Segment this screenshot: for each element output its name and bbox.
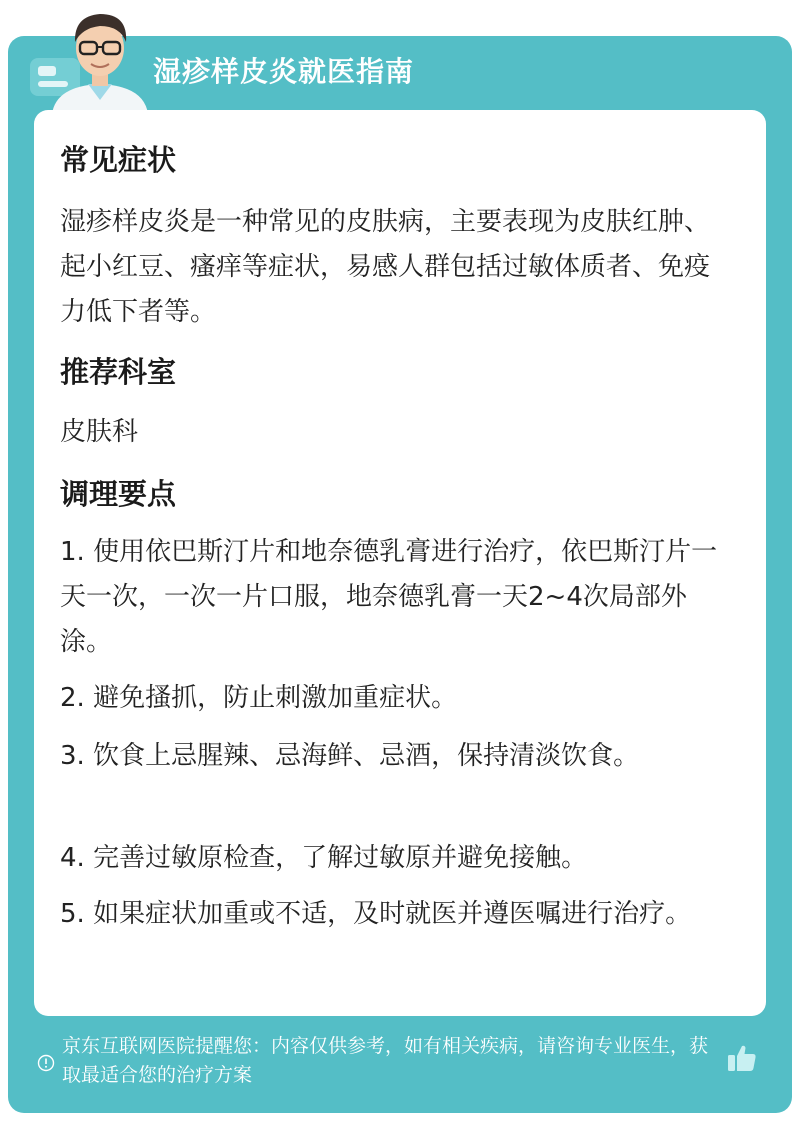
care-item: 5. 如果症状加重或不适，及时就医并遵医嘱进行治疗。 — [60, 899, 692, 929]
disclaimer-text: 京东互联网医院提醒您：内容仅供参考，如有相关疾病，请咨询专业医生，获取最适合您的治疗方案 — [62, 1035, 709, 1086]
care-item: 4. 完善过敏原检查，了解过敏原并避免接触。 — [60, 843, 588, 873]
page-title: 湿疹样皮炎就医指南 — [153, 55, 415, 88]
section-heading-care: 调理要点 — [60, 477, 177, 511]
care-item: 3. 饮食上忌腥辣、忌海鲜、忌酒，保持清淡饮食。 — [60, 741, 640, 771]
section-heading-department: 推荐科室 — [60, 355, 177, 389]
care-item: 1. 使用依巴斯汀片和地奈德乳膏进行治疗，依巴斯汀片一天一次，一次一片口服，地奈德乳膏一天2~4次局部外涂。 — [60, 537, 718, 657]
thumbs-up-icon[interactable] — [726, 1042, 758, 1074]
info-icon — [37, 1054, 55, 1072]
symptoms-text: 湿疹样皮炎是一种常见的皮肤病，主要表现为皮肤红肿、起小红豆、瘙痒等症状，易感人群包括过敏体质者、免疫力低下者等。 — [60, 207, 711, 327]
department-text: 皮肤科 — [60, 417, 139, 447]
section-heading-symptoms: 常见症状 — [60, 143, 177, 177]
content-card — [34, 110, 766, 1016]
doctor-avatar-icon — [44, 4, 156, 114]
care-item: 2. 避免搔抓，防止刺激加重症状。 — [60, 683, 458, 713]
